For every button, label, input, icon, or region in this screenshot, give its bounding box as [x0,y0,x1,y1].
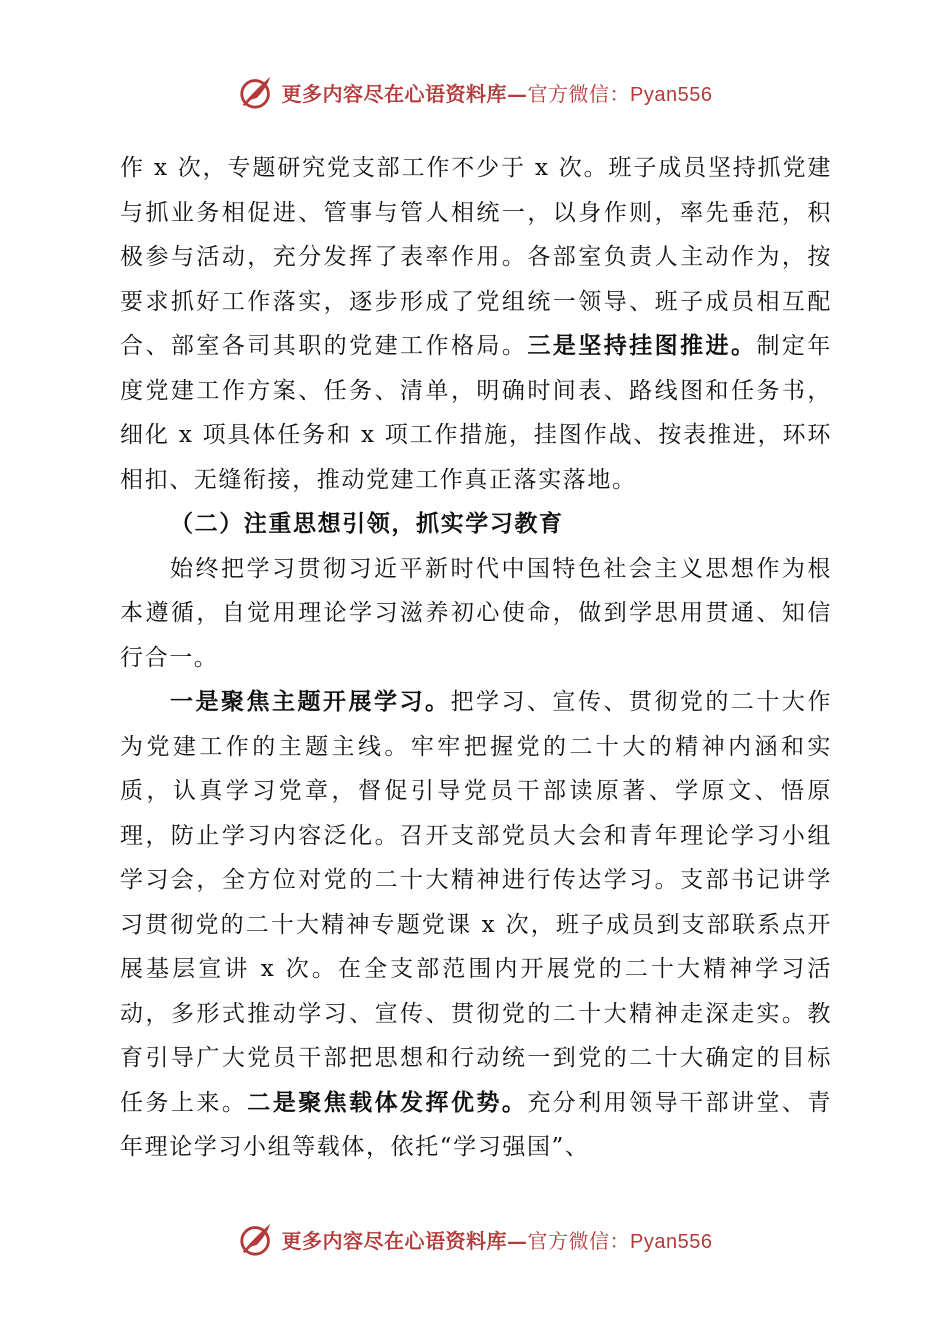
footer-banner [0,1217,950,1261]
paragraph: 一是聚焦主题开展学习。把学习、宣传、贯彻党的二十大作为党建工作的主题主线。牢牢把握党的二十大的精神内涵和实质，认真学习党章，督促引导党员干部读原著、学原文、悟原理，防止学习内容泛化。召开支部党员大会和青年理论学习小组学习会，全方位对党的二十大精神进行传达学习。支部书记讲学习贯彻党的二十大精神专题党课 x 次，班子成员到支部联系点开展基层宣讲 x 次。在全支部范围内开展党的二十大精神学习活动，多形式推动学习、宣传、贯彻党的二十大精神走深走实。教育引导广大党员干部把思想和行动统一到党的二十大确定的目标任务上来。二是聚焦载体发挥优势。充分利用领导干部讲堂、青年理论学习小组等载体，依托“学习强国”、 [120,688,832,1160]
bold-lead: 一是聚焦主题开展学习。 [170,688,451,715]
quill-logo-icon [238,73,276,111]
paragraph: 作 x 次，专题研究党支部工作不少于 x 次。班子成员坚持抓党建与抓业务相促进、管事与管人相统一，以身作则，率先垂范，积极参与活动，充分发挥了表率作用。各部室负责人主动作为，按要求抓好工作落实，逐步形成了党组统一领导、班子成员相互配合、部室各司其职的党建工作格局。三是坚持挂图推进。制定年度党建工作方案、任务、清单，明确时间表、路线图和任务书，细化 x 项具体任务和 x 项工作措施，挂图作战、按表推进，环环相扣、无缝衔接，推动党建工作真正落实落地。 [120,155,832,493]
quill-logo-icon [238,1220,276,1258]
bold-lead: 二是聚焦载体发挥优势。 [247,1088,528,1116]
paragraph: 始终把学习贯彻习近平新时代中国特色社会主义思想作为根本遵循，自觉用理论学习滋养初心使命，做到学思用贯通、知信行合一。 [120,555,832,671]
header-banner [0,70,950,114]
section-heading: （二）注重思想引领，抓实学习教育 [170,510,564,537]
bold-lead: 三是坚持挂图推进。 [527,332,757,359]
banner-text: 更多内容尽在心语资料库—官方微信：Pyan556 [281,81,713,106]
banner-text: 更多内容尽在心语资料库—官方微信：Pyan556 [281,1228,713,1253]
document-body [120,146,832,1170]
